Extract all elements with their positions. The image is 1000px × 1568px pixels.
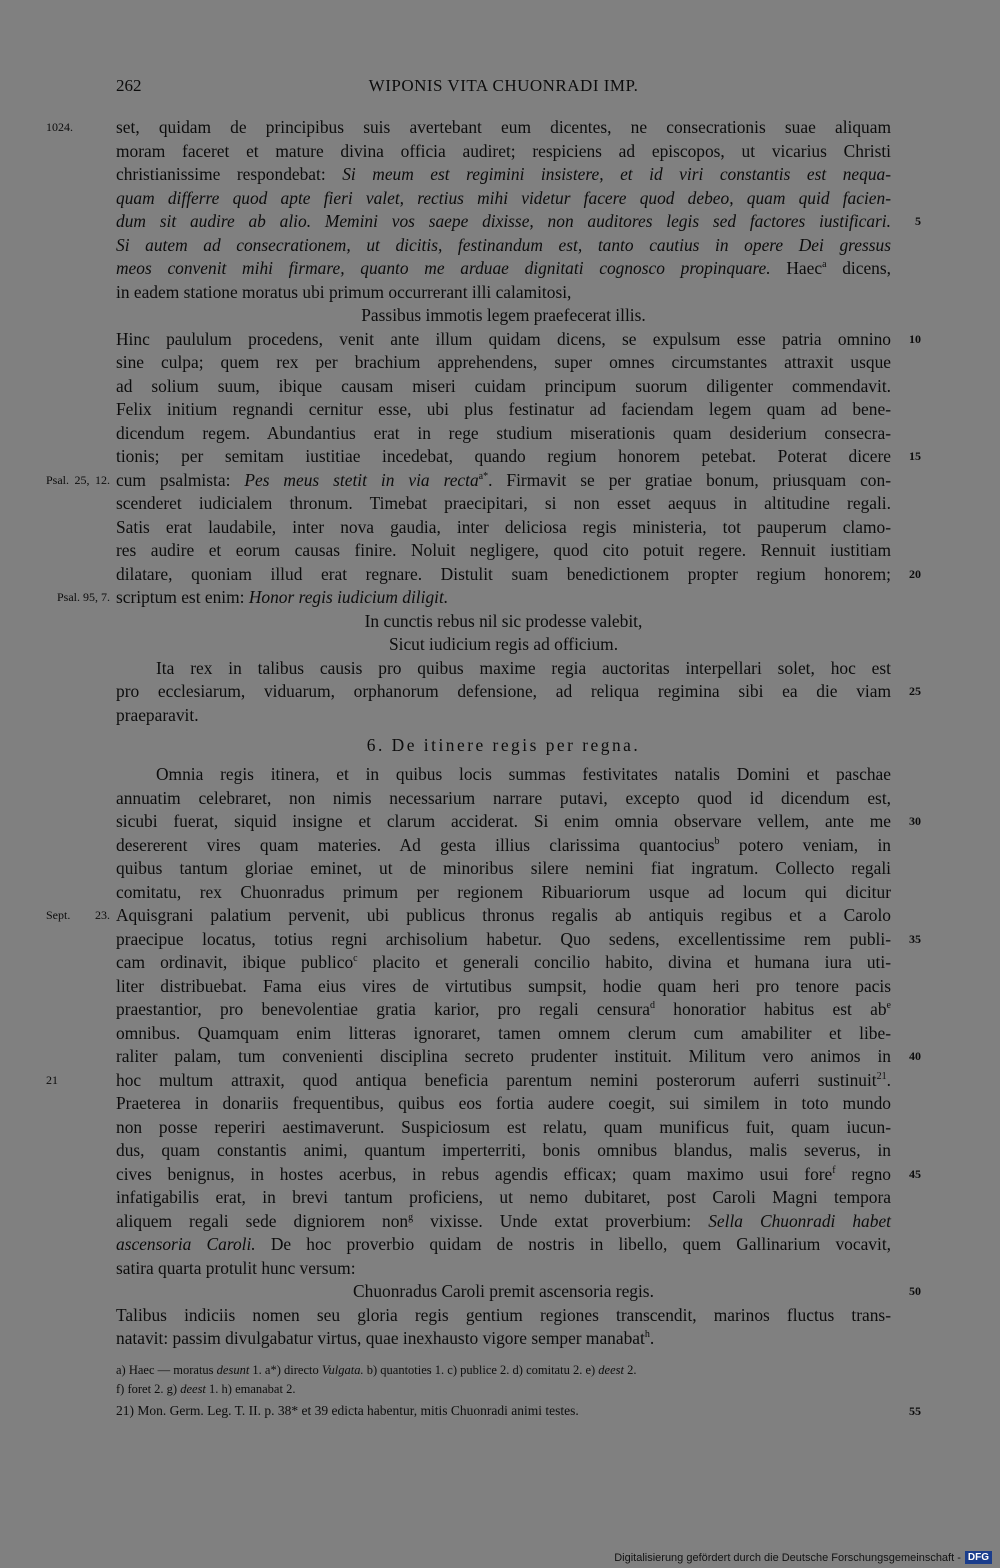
text-line — [116, 210, 921, 234]
text-line — [46, 1069, 891, 1093]
margin-note: Sept. 23. — [46, 908, 110, 922]
text-line — [116, 1210, 891, 1234]
line-number: 5 — [915, 214, 921, 228]
text-run: praecipue locatus, totius regni archisolium habetur. Quo sedens, excellentissime rem publi- — [116, 928, 891, 949]
line-number: 25 — [909, 684, 921, 698]
text-line — [116, 140, 891, 164]
text-line — [116, 657, 891, 681]
text-run: a) Haec — moratus — [116, 1362, 217, 1377]
text-line — [116, 1327, 891, 1351]
text-line — [116, 539, 891, 563]
text-line — [116, 281, 891, 305]
text-line — [116, 304, 891, 328]
text-line — [116, 1163, 921, 1187]
text-line — [116, 163, 891, 187]
italic-text: deest — [180, 1381, 206, 1396]
text-line — [116, 1186, 891, 1210]
text-line — [116, 810, 921, 834]
text-run: regno — [835, 1163, 891, 1184]
text-line — [116, 234, 891, 258]
footnote-marker: c — [353, 953, 358, 965]
text-run: 1. a*) directo — [249, 1362, 322, 1377]
text-run: praeparavit. — [116, 704, 199, 725]
text-run: cum psalmista: — [116, 469, 245, 490]
text-run: Felix initium regnandi cernitur esse, ubi plus festinatur ad faciendam legem quam ad bene- — [116, 399, 891, 419]
italic-text: Vulgata. — [321, 1362, 364, 1377]
text-line — [116, 351, 891, 375]
text-line — [56, 586, 891, 610]
text-run: liter distribuebat. Fama eius vires de virtutibus sumpsit, hodie quam heri pro tenore pacis — [116, 975, 891, 996]
line-number: 15 — [909, 449, 921, 463]
margin-note: 21 — [46, 1072, 58, 1087]
text-run: vixisse. Unde extat proverbium: — [413, 1210, 709, 1231]
text-run: dicendum regem. Abundantius erat in rege studium miserationis quam desiderium consecra- — [116, 422, 891, 443]
text-run: tionis; per semitam iustitiae incedebat, quando regium honorem petebat. Poterat dicere — [116, 446, 891, 466]
text-run: in eadem statione moratus ubi primum occurrerant illi calamitosi, — [116, 281, 572, 302]
text-line — [116, 422, 891, 446]
footnote-marker: h — [644, 1329, 650, 1341]
line-number: 45 — [909, 1166, 921, 1181]
footer-text: Digitalisierung gefördert durch die Deutsche Forschungsgemeinschaft - — [614, 1551, 961, 1564]
text-run: 6. De itinere regis per regna. — [366, 735, 641, 755]
text-run: Ita rex in talibus causis pro quibus maxime regia auctoritas interpellari solet, hoc est — [156, 657, 891, 678]
footnote-marker: e — [886, 1000, 891, 1012]
text-line — [116, 1351, 891, 1361]
text-line — [116, 975, 891, 999]
italic-text: Si autem ad consecrationem, ut dicitis, festinandum est, tanto cautius in opere Dei gressus — [116, 234, 891, 255]
text-run: ad solium suum, ibique causam miseri cuidam principum suorum diligenter commendavit. — [116, 375, 891, 396]
text-line — [116, 680, 921, 704]
text-run: hoc multum attraxit, quod antiqua beneficia parentum nemini posterorum auferri sustinuit — [116, 1069, 877, 1090]
text-line — [116, 1116, 891, 1140]
footnote-marker: d — [650, 1000, 656, 1012]
text-line — [116, 1304, 891, 1328]
text-line — [116, 492, 891, 516]
text-run: praestantior, pro benevolentiae gratia karior, pro regali censura — [116, 999, 651, 1019]
italic-text: quam differre quod apte fieri valet, rectius mihi videtur facere quod debeo, quam quid facien- — [116, 187, 891, 208]
text-run: natavit: passim divulgabatur virtus, quae inexhausto vigore semper manabat — [116, 1328, 645, 1348]
italic-text: desunt — [216, 1362, 250, 1377]
text-run: satira quarta protulit hunc versum: — [116, 1257, 356, 1278]
text-run: placito et generali concilio habito, divina et humana iura uti- — [357, 952, 891, 972]
text-run: aliquem regali sede digniorem non — [116, 1210, 409, 1231]
margin-note: 1024. — [46, 120, 73, 134]
text-run: Talibus indiciis nomen seu gloria regis gentium regiones transcendit, marinos fluctus trans- — [116, 1304, 891, 1325]
text-line — [116, 951, 891, 975]
text-line — [116, 633, 891, 657]
line-number: 55 — [909, 1403, 921, 1418]
text-line — [116, 727, 891, 763]
text-line — [116, 763, 891, 787]
line-number: 35 — [909, 931, 921, 946]
text-run: dus, quam constantis animi, quantum imperterriti, bonis omnibus blandus, malis severus, in — [116, 1140, 891, 1160]
footnote-marker: a — [822, 259, 827, 271]
text-run: annuatim celebraret, non nimis necessarium narrare putavi, excepto quod id dicendum est, — [116, 787, 891, 808]
text-line — [116, 881, 891, 905]
text-run: 21) Mon. Germ. Leg. T. II. p. 38* et 39 edicta habentur, mitis Chuonradi animi testes. — [116, 1402, 579, 1418]
line-number: 40 — [909, 1049, 921, 1063]
text-line — [116, 563, 921, 587]
italic-text: deest — [598, 1362, 624, 1377]
text-run: f) foret 2. g) — [116, 1381, 181, 1396]
footnote-marker: b — [714, 835, 720, 847]
text-run: b) quantoties 1. c) publice 2. d) comitatu 2. e) — [363, 1362, 599, 1377]
text-run: scriptum est enim: — [116, 587, 249, 607]
text-line — [116, 1380, 891, 1399]
text-run: comitatu, rex Chuonradus primum per regionem Ribuariorum usque ad locum qui dicitur — [116, 881, 891, 902]
line-number: 50 — [909, 1284, 921, 1298]
text-line — [46, 116, 891, 140]
text-run: Passibus immotis legem praefecerat illis. — [361, 305, 646, 325]
text-run: Omnia regis itinera, et in quibus locis summas festivitates natalis Domini et paschae — [156, 764, 891, 784]
text-run: . — [886, 1069, 891, 1090]
text-run: potero veniam, in — [719, 834, 891, 855]
text-line — [116, 857, 891, 881]
text-run: dicens, — [826, 258, 891, 278]
text-run: non posse reperiri aestimaverunt. Suspiciosum est relatu, quam munificus fuit, quam iucun- — [116, 1116, 891, 1137]
text-line — [116, 704, 891, 728]
italic-text: Honor regis iudicium diligit. — [248, 587, 449, 607]
text-line — [116, 1257, 891, 1281]
text-run: honoratior habitus est ab — [655, 999, 887, 1019]
text-run: 2. — [623, 1362, 637, 1377]
text-line — [116, 445, 921, 469]
text-run: moram faceret et mature divina officia audiret; respiciens ad episcopos, ut vicarius Christi — [116, 140, 891, 161]
italic-text: Pes meus stetit in via recta — [244, 469, 479, 490]
margin-note: Psal. 95, 7. — [56, 590, 110, 604]
text-run: res audire et eorum causas finire. Noluit negligere, quod cito potuit regere. Rennuit iustitiam — [116, 540, 891, 560]
text-line — [116, 998, 891, 1022]
text-run: cam ordinavit, ibique publico — [116, 952, 354, 972]
text-line — [116, 1022, 891, 1046]
text-run: Sicut iudicium regis ad officium. — [388, 634, 619, 654]
running-title: WIPONIS VITA CHUONRADI IMP. — [368, 76, 639, 95]
text-run: sicubi fuerat, siquid insigne et clarum acciderat. Si enim omnia observare vellem, ante me — [116, 811, 891, 831]
text-line — [116, 516, 891, 540]
text-line — [116, 834, 891, 858]
text-line — [116, 1233, 891, 1257]
italic-text: ascensoria Caroli. — [116, 1234, 256, 1254]
line-number: 10 — [909, 331, 921, 346]
text-run: In cunctis rebus nil sic prodesse valebit, — [364, 610, 643, 631]
italic-text: dum sit audire ab alio. Memini vos saepe dixisse, non auditores legis sed factores iustificari. — [116, 211, 891, 231]
text-run: desererent vires quam materies. Ad gesta illius clarissima quantocius — [116, 834, 715, 855]
text-line — [116, 398, 891, 422]
footnote-marker: g — [408, 1211, 414, 1223]
text-run: dilatare, quoniam illud erat regnare. Distulit suam benedictionem propter regium honorem; — [116, 563, 891, 584]
footnote-marker: 21 — [876, 1070, 887, 1082]
text-line — [116, 187, 891, 211]
text-run: Hinc paululum procedens, venit ante illum quidam dicens, se expulsum esse patria omnino — [116, 328, 891, 349]
body-text — [46, 116, 921, 1423]
text-run: infatigabilis erat, in brevi tantum proficiens, ut nemo dubitaret, post Caroli Magni tempora — [116, 1187, 891, 1207]
digitization-footer — [614, 1551, 992, 1564]
margin-note: Psal. 25, 12. — [46, 472, 110, 487]
text-line — [116, 1139, 891, 1163]
text-run: De hoc proverbio quidam de nostris in libello, quem Gallinarium vocavit, — [255, 1234, 892, 1254]
text-run: Chuonradus Caroli premit ascensoria regis. — [353, 1281, 654, 1301]
text-run: Satis erat laudabile, inter nova gaudia, inter deliciosa regis ministeria, tot pauperum clamo- — [116, 516, 891, 537]
text-line — [116, 1399, 921, 1423]
text-run: christianissime respondebat: — [116, 164, 343, 184]
line-number: 30 — [909, 814, 921, 828]
line-number: 20 — [909, 566, 921, 581]
dfg-logo-icon: DFG — [965, 1551, 992, 1564]
text-run: omnibus. Quamquam enim litteras ignoraret, tamen omnem clerum cum amabiliter et libe- — [116, 1022, 891, 1043]
text-run: . Firmavit se per gratiae bonum, priusquam con- — [488, 469, 891, 490]
text-run: Praeterea in donariis frequentibus, quibus eos fortia audere coegit, sui similem in toto mundo — [116, 1093, 891, 1113]
text-line — [116, 375, 891, 399]
text-line — [116, 610, 891, 634]
text-line — [116, 1361, 891, 1380]
italic-text: Sella Chuonradi habet — [708, 1210, 891, 1231]
footnote-marker: f — [832, 1164, 836, 1176]
text-run: Aquisgrani palatium pervenit, ubi publicus thronus regalis ab antiquis regibus et a Carolo — [116, 905, 891, 925]
text-run: pro ecclesiarum, viduarum, orphanorum defensione, ad reliqua regimina sibi ea die viam — [116, 681, 891, 701]
text-run: quibus tantum gloriae eminet, ut de minoribus silere nemini fiat ingratum. Collecto regali — [116, 858, 891, 878]
page-header — [116, 76, 891, 102]
text-run: scenderet iudicialem thronum. Timebat praecipitari, si non esset aequus in altitudine regali. — [116, 493, 891, 513]
text-line — [116, 787, 891, 811]
italic-text: meos convenit mihi firmare, quanto me arduae dignitati cognosco propinquare. — [116, 258, 771, 278]
footnote-marker: a* — [478, 470, 489, 482]
page-number: 262 — [116, 76, 142, 95]
text-line — [116, 1092, 891, 1116]
text-line — [116, 928, 921, 952]
text-run: sine culpa; quem rex per brachium apprehendens, super omnes circumstantes attraxit usque — [116, 352, 891, 372]
text-line — [116, 257, 891, 281]
text-line — [116, 1280, 921, 1304]
text-line — [116, 1045, 921, 1069]
text-line — [46, 469, 891, 493]
italic-text: Si meum est regimini insistere, et id viri constantis est nequa- — [342, 164, 891, 184]
text-run: 1. h) emanabat 2. — [205, 1381, 296, 1396]
text-run: Haec — [770, 258, 823, 278]
text-run: raliter palam, tum convenienti disciplina secreto prudenter instituit. Militum vero animos in — [116, 1046, 891, 1066]
text-line — [46, 904, 891, 928]
text-run: . — [649, 1328, 655, 1348]
text-run: cives benignus, in hostes acerbus, in rebus agendis efficax; quam maximo usui fore — [116, 1163, 833, 1184]
text-line — [116, 328, 921, 352]
text-run: set, quidam de principibus suis avertebant eum dicentes, ne consecrationis suae aliquam — [116, 117, 891, 137]
